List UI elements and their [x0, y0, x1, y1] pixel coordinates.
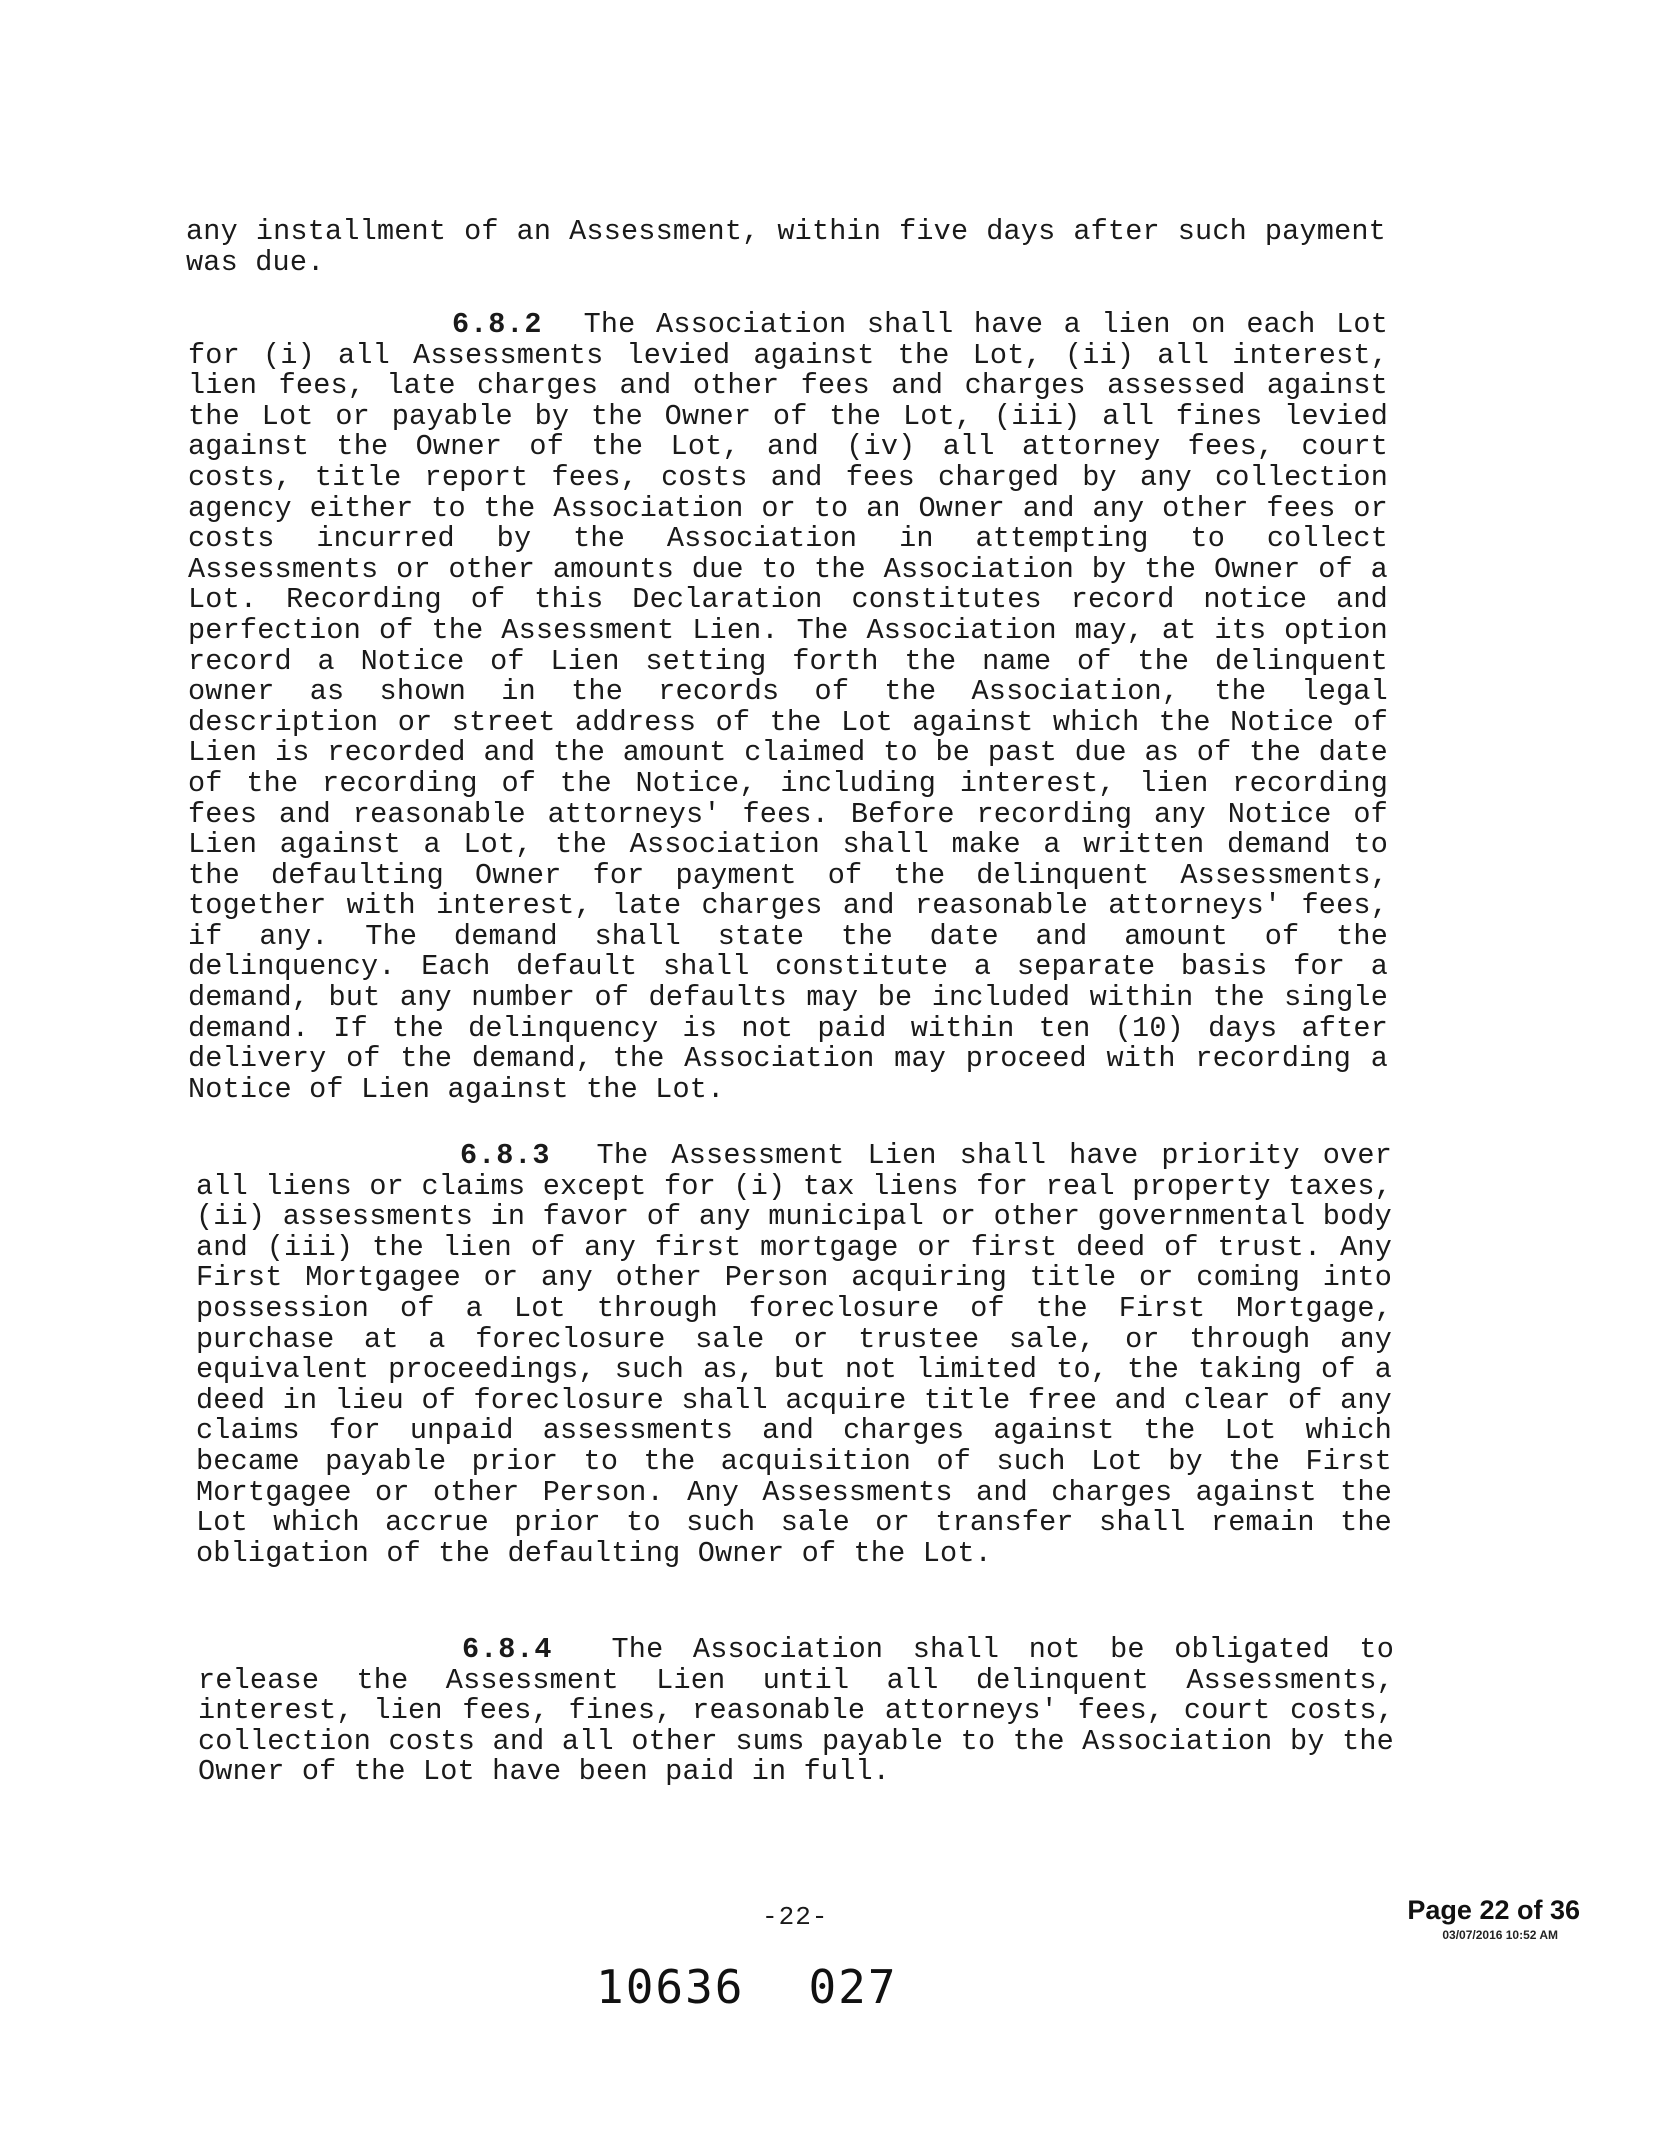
- stamp-datetime: 03/07/2016 10:52 AM: [1442, 1928, 1558, 1942]
- page-reference: 027: [808, 1960, 898, 2014]
- section-text: The Assessment Lien shall have priority over all liens or claims except for (i) tax liens for real property taxes, (ii) assessments in favor of any municipal or other governmental body and (iii) the lien of any first mortgage or first deed of trust. Any First Mortgagee or any other Person acquiring title or coming into possession of a Lot through foreclosure of the First Mortgage, purchase at a foreclosure sale or trustee sale, or through any equivalent proceedings, such as, but not limited to, the taking of a deed in lieu of foreclosure shall acquire title free and clear of any claims for unpaid assessments and charges against the Lot which became payable prior to the acquisition of such Lot by the First Mortgagee or other Person. Any Assessments and charges against the Lot which accrue prior to such sale or transfer shall remain the obligation of the defaulting Owner of the Lot.: [196, 1139, 1392, 1570]
- recorder-stamp: [1407, 1895, 1580, 1943]
- section-number: 6.8.2: [452, 308, 543, 341]
- section-6-8-2: [188, 310, 1388, 1105]
- stamp-page-label: Page 22 of 36: [1407, 1895, 1580, 1925]
- continuation-paragraph: any installment of an Assessment, within five days after such payment was due.: [186, 215, 1386, 279]
- page-number: -22-: [762, 1902, 829, 1932]
- recording-book-page: [596, 1960, 898, 2014]
- section-text: The Association shall have a lien on each Lot for (i) all Assessments levied against the Lot, (ii) all interest, lien fees, late charges and other fees and charges assessed against the Lot or payable by the Owner of the Lot, (iii) all fines levied against the Owner of the Lot, and (iv) all attorney fees, court costs, title report fees, costs and fees charged by any collection agency either to the Association or to an Owner and any other fees or costs incurred by the Association in attempting to collect Assessments or other amounts due to the Association by the Owner of a Lot. Recording of this Declaration constitutes record notice and perfection of the Assessment Lien. The Association may, at its option record a Notice of Lien setting forth the name of the delinquent owner as shown in the records of the Association, the legal description or street address of the Lot against which the Notice of Lien is recorded and the amount claimed to be past due as of the date of the recording of the Notice, including interest, lien recording fees and reasonable attorneys' fees. Before recording any Notice of Lien against a Lot, the Association shall make a written demand to the defaulting Owner for payment of the delinquent Assessments, together with interest, late charges and reasonable attorneys' fees, if any. The demand shall state the date and amount of the delinquency. Each default shall constitute a separate basis for a demand, but any number of defaults may be included within the single demand. If the delinquency is not paid within ten (10) days after delivery of the demand, the Association may proceed with recording a Notice of Lien against the Lot.: [188, 308, 1388, 1106]
- section-text: The Association shall not be obligated to release the Assessment Lien until all delinquent Assessments, interest, lien fees, fines, reasonable attorneys' fees, court costs, collection costs and all other sums payable to the Association by the Owner of the Lot have been paid in full.: [198, 1633, 1395, 1789]
- section-number: 6.8.4: [462, 1633, 553, 1666]
- book-number: 10636: [596, 1960, 745, 2014]
- section-6-8-3: [196, 1141, 1392, 1569]
- section-6-8-4: [198, 1635, 1394, 1788]
- section-number: 6.8.3: [460, 1139, 551, 1172]
